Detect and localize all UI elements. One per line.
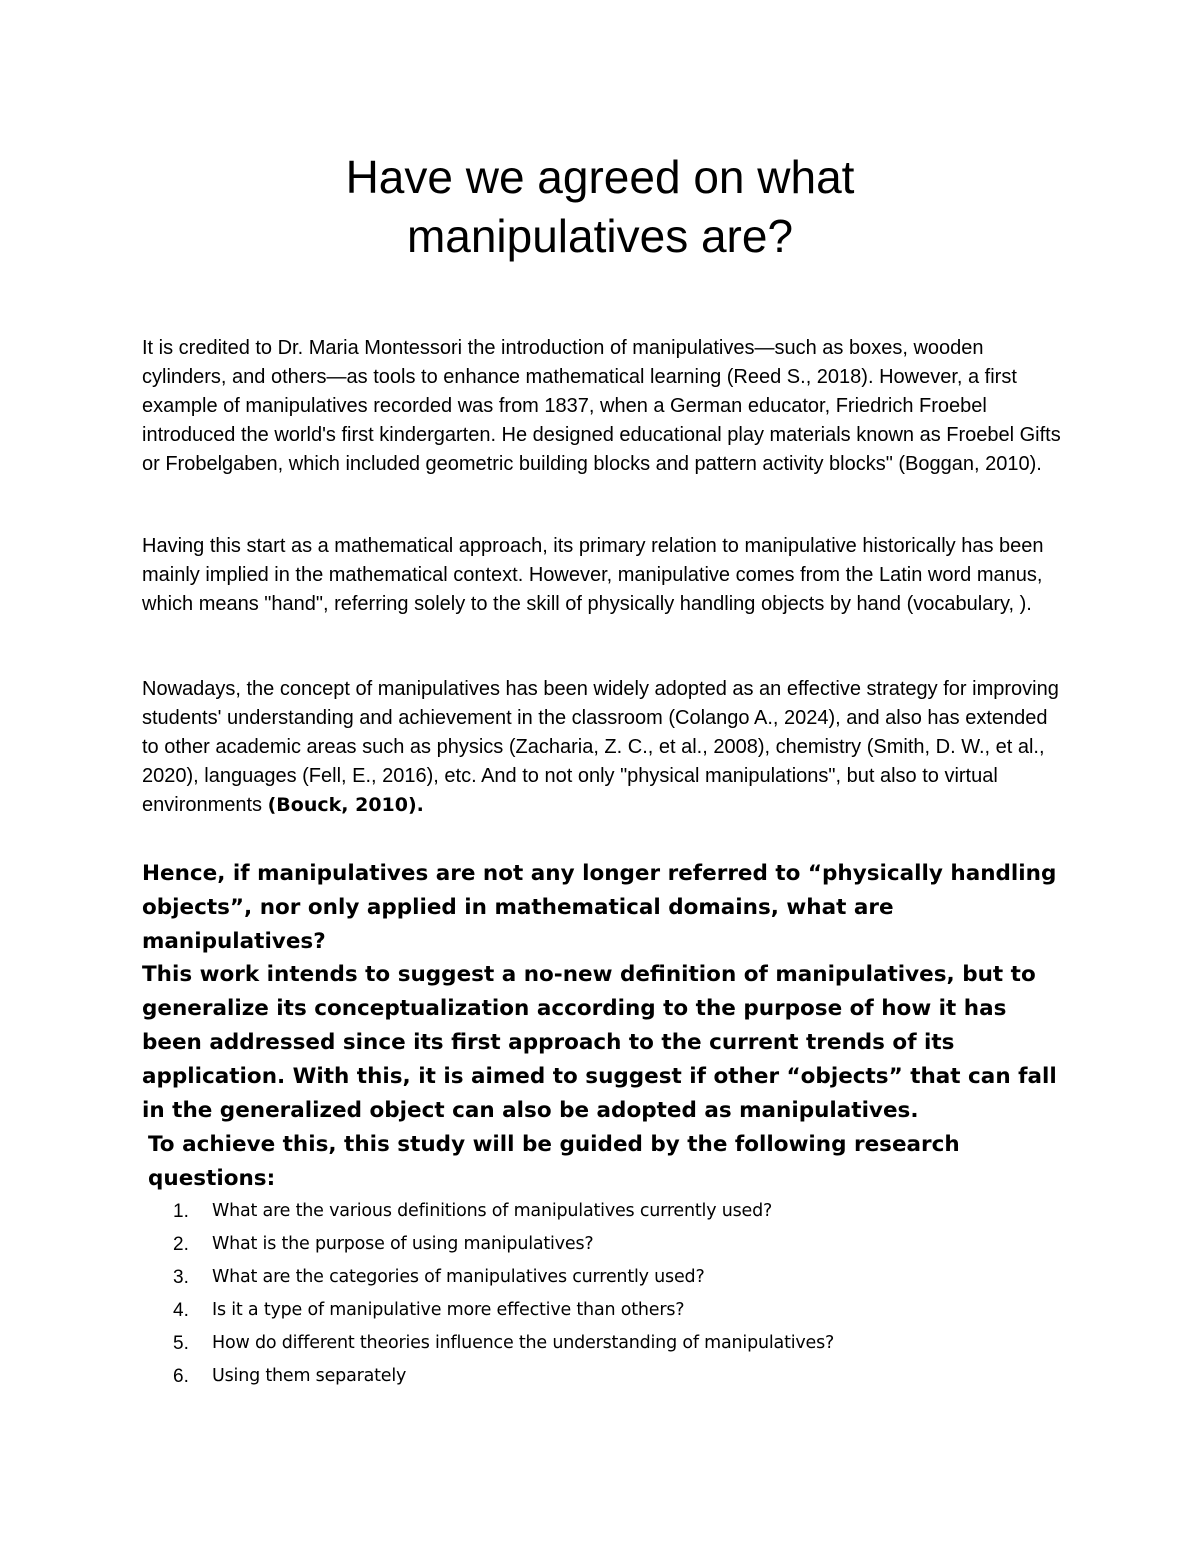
list-item-text: What are the categories of manipulatives currently used? (212, 1267, 705, 1287)
list-item-text: Is it a type of manipulative more effective than others? (212, 1300, 685, 1320)
intent-text: This work intends to suggest a no-new definition of manipulatives, but to generalize its conceptualization according to the purpose of how it has been addressed since its first approach to the current trends of its application. With this, it is aimed to suggest if other “objects” that can fall in the generalized object can also be adopted as manipulatives. (142, 962, 1057, 1123)
list-item-text: What are the various definitions of manipulatives currently used? (212, 1201, 773, 1221)
list-item-text: Using them separately (212, 1366, 407, 1386)
list-item-number: 3. (173, 1267, 189, 1288)
intent-paragraph (142, 958, 1062, 1196)
title-line-1: Have we agreed on what (345, 151, 855, 203)
paragraph-latin-origin: Having this start as a mathematical approach, its primary relation to manipulative historically has been mainly implied in the mathematical context. However, manipulative comes from the Latin word manus, which means "hand", referring solely to the skill of physically handling objects by hand (vocabulary, ). (142, 535, 1044, 615)
paragraph-nowadays (142, 675, 1062, 820)
citation-bouck: (Bouck, 2010) (267, 794, 417, 816)
guiding-question: Hence, if manipulatives are not any longer referred to “physically handling objects”, nor only applied in mathematical domains, what are manipulatives? (142, 861, 1057, 954)
paragraph-montessori: It is credited to Dr. Maria Montessori the introduction of manipulatives—such as boxes, wooden cylinders, and others—as tools to enhance mathematical learning (Reed S., 2018). However, a first example of manipulatives recorded was from 1837, when a German educator, Friedrich Froebel introduced the world's first kindergarten. He designed educational play materials known as Froebel Gifts or Frobelgaben, which included geometric building blocks and pattern activity blocks" (Boggan, 2010). (142, 337, 1061, 475)
list-item (142, 1228, 1062, 1261)
list-item-number: 4. (173, 1300, 189, 1321)
page-title (0, 148, 1200, 266)
list-item (142, 1261, 1062, 1294)
paragraph-nowadays-text: Nowadays, the concept of manipulatives has been widely adopted as an effective strategy for improving students' understanding and achievement in the classroom (Colango A., 2024), and also has extended to other academic areas such as physics (Zacharia, Z. C., et al., 2008), chemistry (Smith, D. W., et al., 2020), languages (Fell, E., 2016), etc. And to not only "physical manipulations", but also to virtual environments (142, 678, 1059, 816)
list-item (142, 1294, 1062, 1327)
list-item (142, 1327, 1062, 1360)
list-item-number: 2. (173, 1234, 189, 1255)
list-item (142, 1195, 1062, 1228)
title-line-2: manipulatives are? (406, 210, 794, 262)
list-item (142, 1360, 1062, 1393)
paragraph-nowadays-end: . (416, 794, 424, 816)
intent-lead: To achieve this, this study will be guided by the following research questions: (148, 1132, 960, 1191)
list-item-text: What is the purpose of using manipulatives? (212, 1234, 594, 1254)
research-questions-list (142, 1195, 1062, 1393)
list-item-text: How do different theories influence the understanding of manipulatives? (212, 1333, 835, 1353)
list-item-number: 5. (173, 1333, 189, 1354)
list-item-number: 6. (173, 1366, 189, 1387)
list-item-number: 1. (173, 1201, 189, 1222)
